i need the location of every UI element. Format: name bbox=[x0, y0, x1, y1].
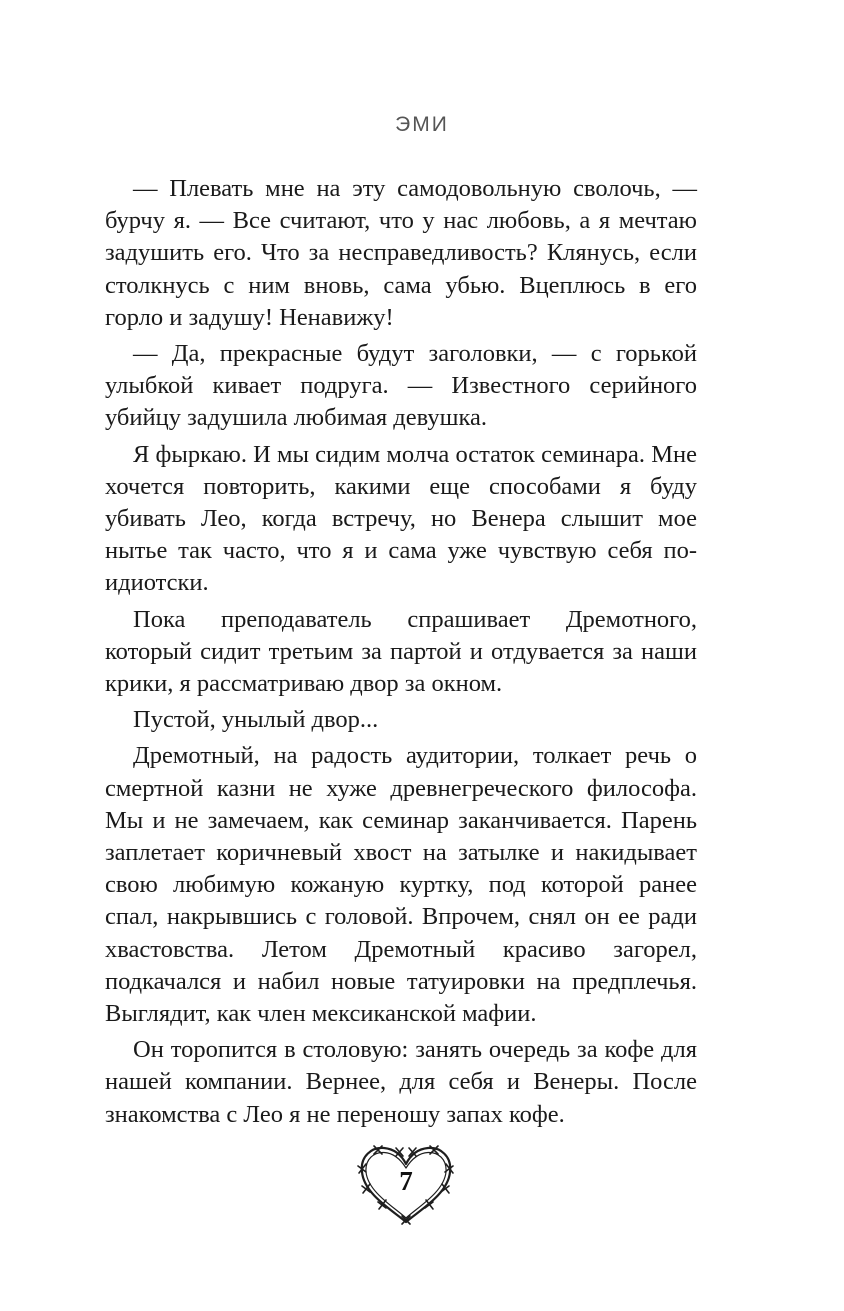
paragraph-7: Он торопится в столовую: занять очередь за кофе для нашей компании. Вернее, для себя и Венеры. После знакомства с Лео я не переношу запах кофе. bbox=[105, 1036, 697, 1128]
paragraph-4: Пока преподаватель спрашивает Дремотного, который сидит третьим за партой и отдувается за наши крики, я рассматриваю двор за окном. bbox=[105, 605, 697, 698]
running-head-title: ЭМИ bbox=[395, 113, 449, 136]
body-text bbox=[105, 173, 697, 1131]
paragraph-1: — Плевать мне на эту самодовольную сволочь, — бурчу я. — Все считают, что у нас любовь, а я мечтаю задушить его. Что за несправедливость? Клянусь, если столкнусь с ним вновь, сама убью. Вцеплюсь в его горло и задушу! Ненавижу! bbox=[105, 175, 697, 331]
page-number-ornament bbox=[356, 1142, 456, 1228]
paragraph-6: Дремотный, на радость аудитории, толкает речь о смертной казни не хуже древнегреческого философа. Мы и не замечаем, как семинар заканчивается. Парень заплетает коричневый хвост на затылке и накидывает свою любимую кожаную куртку, под которой ранее спал, накрывшись с головой. Впрочем, снял он ее ради хвастовства. Летом Дремотный красиво загорел, подкачался и набил новые татуировки на предплечья. Выглядит, как член мексиканской мафии. bbox=[105, 742, 697, 1028]
page-number: 7 bbox=[399, 1166, 413, 1196]
paragraph-5: Пустой, унылый двор... bbox=[133, 706, 379, 734]
paragraph-2: — Да, прекрасные будут заголовки, — с горькой улыбкой кивает подруга. — Известного серийного убийцу задушила любимая девушка. bbox=[105, 340, 697, 432]
paragraph-3: Я фыркаю. И мы сидим молча остаток семинара. Мне хочется повторить, какими еще способами я буду убивать Лео, когда встречу, но Венера слышит мое нытье так часто, что я и сама уже чувствую себя по-идиотски. bbox=[105, 440, 697, 597]
